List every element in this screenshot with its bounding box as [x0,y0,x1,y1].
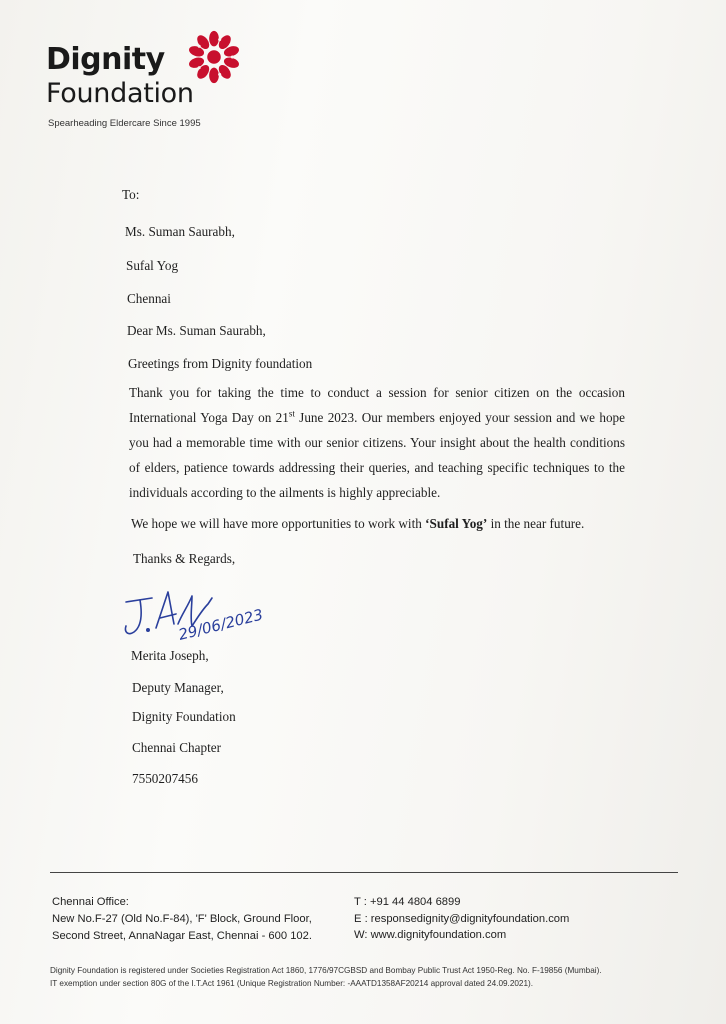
address-line-1: New No.F-27 (Old No.F-84), 'F' Block, Ground Floor, [52,913,312,925]
to-label: To: [122,187,140,202]
handwritten-signature [118,588,288,648]
closing-text-part2: in the near future. [487,516,585,531]
logo-tagline: Spearheading Eldercare Since 1995 [48,118,201,129]
footer-email: E : responsedignity@dignityfoundation.com [354,913,570,925]
footer-website: W: www.dignityfoundation.com [354,929,507,941]
recipient-name: Ms. Suman Saurabh, [125,224,235,239]
body-text-part2: June 2023. Our members enjoyed your session and we hope you had a memorable time with our senior citizens. Your insight about the health conditions of elders, patience towards addressing their queries, and teaching specific techniques to the individuals according to the ailments is highly appreciable. [129,410,625,500]
salutation: Dear Ms. Suman Saurabh, [127,323,266,338]
signatory-chapter: Chennai Chapter [132,740,221,755]
closing-line [131,515,584,533]
signatory-phone: 7550207456 [132,771,198,786]
greeting-line: Greetings from Dignity foundation [128,356,313,371]
registration-line-1: Dignity Foundation is registered under Societies Registration Act 1860, 1776/97CGBSD and Bombay Public Trust Act 1950-Reg. No. F-19856 (Mumbai). [50,966,602,975]
signatory-title: Deputy Manager, [132,680,224,695]
closing-org-name: ‘Sufal Yog’ [425,516,488,531]
registration-line-2: IT exemption under section 80G of the I.T.Act 1961 (Unique Registration Number: -AAATD1358AF20214 approval dated 24.09.2021). [50,979,534,988]
address-line-2: Second Street, AnnaNagar East, Chennai - 600 102. [52,930,312,942]
signatory-org: Dignity Foundation [132,709,236,724]
flower-logo-icon [185,28,243,86]
closing-text-part1: We hope we will have more opportunities to work with [131,516,426,531]
logo-name-line2: Foundation [46,78,194,109]
body-paragraph [129,380,625,505]
footer-divider [50,872,678,873]
body-text-part1: Thank you for taking the time to conduct a session for senior citizen on the occasion International Yoga Day on 21 [129,385,625,425]
signatory-name: Merita Joseph, [131,648,209,663]
sign-off: Thanks & Regards, [133,551,236,566]
signature-date: 29/06/2023 [176,605,265,644]
body-date-suffix: st [288,408,295,419]
logo-name-line1: Dignity [46,42,165,77]
recipient-org: Sufal Yog [126,258,179,273]
office-label: Chennai Office: [52,896,129,908]
footer-phone: T : +91 44 4804 6899 [354,896,461,908]
recipient-city: Chennai [127,291,171,306]
